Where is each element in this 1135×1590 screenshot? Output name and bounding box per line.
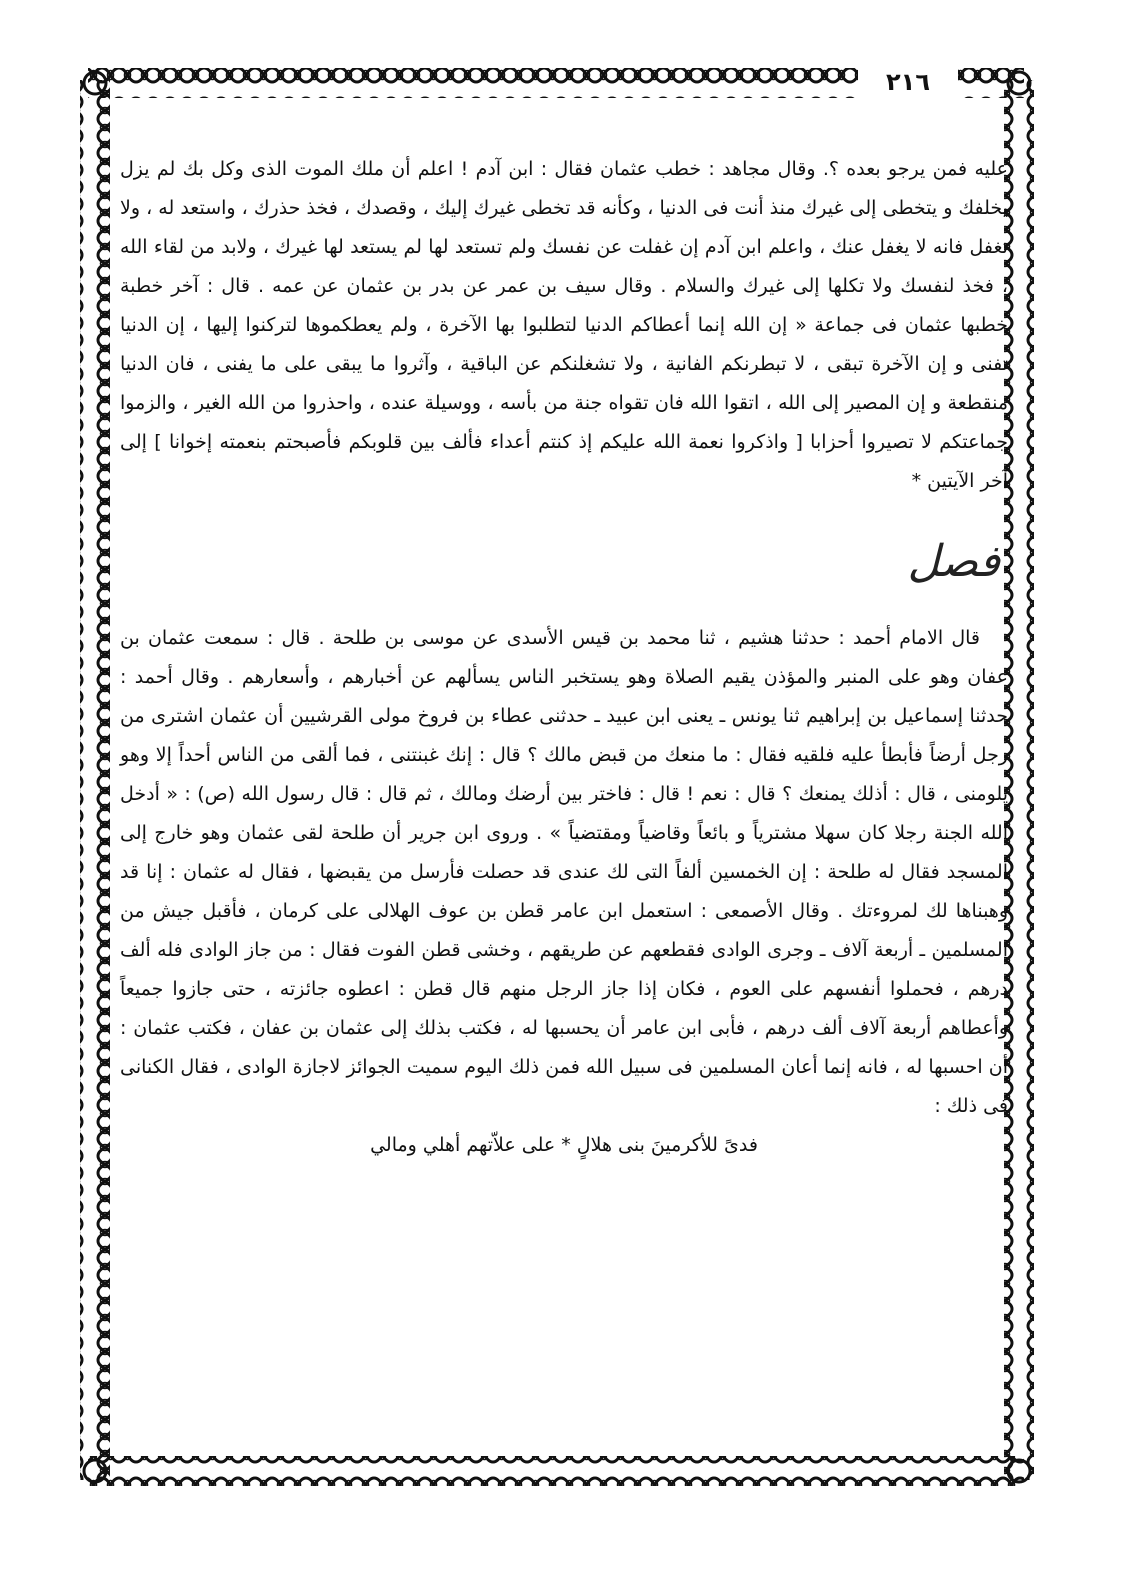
page-number: ٢١٦ [858, 62, 958, 102]
poem-line: فدىً للأكرمينَ بنى هلالٍ * على علاّتهم أهلي ومالي [370, 1134, 758, 1156]
border-bottom [88, 1456, 1024, 1486]
border-left [80, 80, 110, 1480]
section-heading: فصل [907, 536, 1000, 587]
page-content [120, 150, 1008, 1165]
paragraph-1: عليه فمن يرجو بعده ؟. وقال مجاهد : خطب عثمان فقال : ابن آدم ! اعلم أن ملك الموت الذى وكل بك لم يزل يخلفك و يتخطى إلى غيرك منذ أنت فى الدنيا ، وكأنه قد تخطى غيرك إليك ، وقصدك ، فخذ حذرك ، واستعد له ، ولا تغفل فانه لا يغفل عنك ، واعلم ابن آدم إن غفلت عن نفسك ولم تستعد لها لم يستعد لها غيرك ، ولابد من لقاء الله ، فخذ لنفسك ولا تكلها إلى غيرك والسلام . وقال سيف بن عمر عن بدر بن عثمان عن عمه . قال : آخر خطبة خطبها عثمان فى جماعة « إن الله إنما أعطاكم الدنيا لتطلبوا بها الآخرة ، ولم يعطكموها لتركنوا إليها ، إن الدنيا تفنى و إن الآخرة تبقى ، لا تبطرنكم الفانية ، ولا تشغلنكم عن الباقية ، وآثروا ما يبقى على ما يفنى ، فان الدنيا منقطعة و إن المصير إلى الله ، اتقوا الله فان تقواه جنة من بأسه ، ووسيلة عنده ، واحذروا من الله الغير ، والزموا جماعتكم لا تصيروا أحزابا [ واذكروا نعمة الله عليكم إذ كنتم أعداء فألف بين قلوبكم فأصبحتم بنعمته إخوانا ] إلى آخر الآيتين * [120, 158, 1008, 492]
paragraph-2: قال الامام أحمد : حدثنا هشيم ، ثنا محمد بن قيس الأسدى عن موسى بن طلحة . قال : سمعت عثمان بن عفان وهو على المنبر والمؤذن يقيم الصلاة وهو يستخبر الناس يسألهم عن أخبارهم ، وأسعارهم . وقال أحمد : حدثنا إسماعيل بن إبراهيم ثنا يونس ـ يعنى ابن عبيد ـ حدثنى عطاء بن فروخ مولى القرشيين أن عثمان اشترى من رجل أرضاً فأبطأ عليه فلقيه فقال : ما منعك من قبض مالك ؟ قال : إنك غبنتنى ، فما ألقى من الناس أحداً إلا وهو يلومنى ، قال : أذلك يمنعك ؟ قال : نعم ! قال : فاختر بين أرضك ومالك ، ثم قال : قال رسول الله (ص) : « أدخل الله الجنة رجلا كان سهلا مشترياً و بائعاً وقاضياً ومقتضياً » . وروى ابن جرير أن طلحة لقى عثمان وهو خارج إلى المسجد فقال له طلحة : إن الخمسين ألفاً التى لك عندى قد حصلت فأرسل من يقبضها ، فقال له عثمان : إنا قد وهبناها لك لمروءتك . وقال الأصمعى : استعمل ابن عامر قطن بن عوف الهلالى على كرمان ، فأقبل جيش من المسلمين ـ أربعة آلاف ـ وجرى الوادى فقطعهم عن طريقهم ، وخشى قطن الفوت فقال : من جاز الوادى فله ألف درهم ، فحملوا أنفسهم على العوم ، فكان إذا جاز الرجل منهم قال قطن : اعطوه جائزته ، حتى جازوا جميعاً وأعطاهم أربعة آلاف ألف درهم ، فأبى ابن عامر أن يحسبها له ، فكتب بذلك إلى عثمان بن عفان ، فكتب عثمان : أن احسبها له ، فانه إنما أعان المسلمين فى سبيل الله فمن ذلك اليوم سميت الجوائز لاجازة الوادى ، فقال الكنانى فى ذلك : [120, 627, 1008, 1117]
border-right [1004, 80, 1034, 1480]
